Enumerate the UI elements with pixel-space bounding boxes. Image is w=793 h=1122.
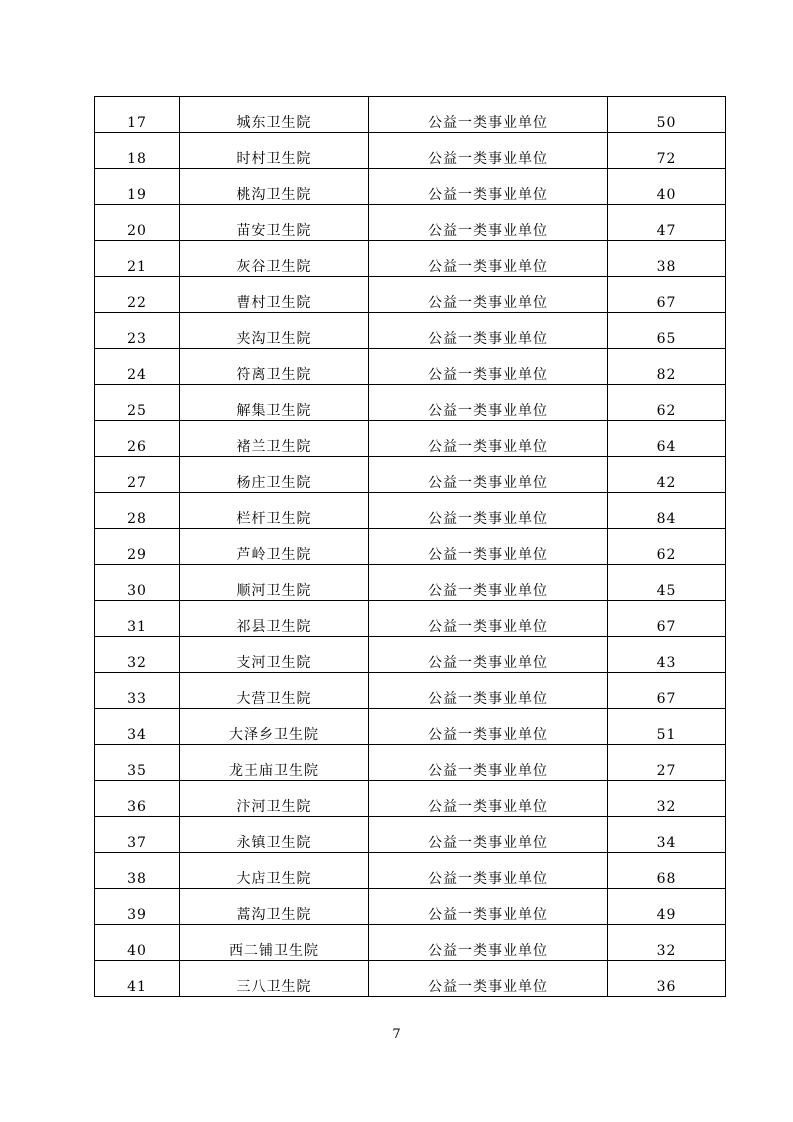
row-number-cell (95, 205, 180, 241)
staff-count-text: 42 (656, 475, 677, 491)
institution-type-cell (369, 421, 608, 457)
row-number-cell (95, 313, 180, 349)
row-number-text: 40 (127, 943, 147, 959)
staff-count-cell (608, 709, 726, 745)
row-number-cell (95, 745, 180, 781)
staff-count-cell (608, 745, 726, 781)
table-row (95, 493, 726, 529)
table-row (95, 673, 726, 709)
row-number-cell (95, 817, 180, 853)
institution-name-cell (180, 277, 369, 313)
row-number-cell (95, 385, 180, 421)
institution-name-cell (180, 385, 369, 421)
table-row (95, 889, 726, 925)
institution-name-cell (180, 457, 369, 493)
staff-count-text: 32 (656, 943, 677, 959)
table-row (95, 385, 726, 421)
institution-type-text: 公益一类事业单位 (428, 115, 548, 131)
table-row (95, 133, 726, 169)
staff-count-cell (608, 241, 726, 277)
institution-name-text: 祁县卫生院 (236, 619, 312, 635)
row-number-text: 38 (127, 871, 147, 887)
institution-name-text: 汴河卫生院 (236, 799, 312, 815)
row-number-cell (95, 457, 180, 493)
institution-name-text: 苗安卫生院 (236, 223, 312, 239)
page-number: 7 (392, 1027, 401, 1042)
row-number-text: 23 (127, 331, 147, 347)
row-number-text: 35 (127, 763, 147, 779)
institution-name-text: 城东卫生院 (236, 115, 312, 131)
staff-count-text: 43 (656, 655, 677, 671)
row-number-text: 28 (127, 511, 147, 527)
staff-count-text: 72 (656, 151, 677, 167)
row-number-text: 18 (127, 151, 147, 167)
staff-count-text: 49 (656, 907, 677, 923)
table-row (95, 205, 726, 241)
staff-count-text: 32 (656, 799, 677, 815)
table-row (95, 313, 726, 349)
institution-name-cell (180, 601, 369, 637)
institution-name-cell (180, 133, 369, 169)
row-number-text: 39 (127, 907, 147, 923)
institution-type-cell (369, 241, 608, 277)
row-number-cell (95, 565, 180, 601)
staff-count-text: 45 (656, 583, 677, 599)
institution-type-text: 公益一类事业单位 (428, 151, 548, 167)
staff-count-cell (608, 421, 726, 457)
institution-type-text: 公益一类事业单位 (428, 475, 548, 491)
institution-type-text: 公益一类事业单位 (428, 763, 548, 779)
institution-name-cell (180, 529, 369, 565)
institution-type-cell (369, 817, 608, 853)
institution-name-cell (180, 169, 369, 205)
institution-type-text: 公益一类事业单位 (428, 403, 548, 419)
row-number-text: 26 (127, 439, 147, 455)
institution-type-cell (369, 529, 608, 565)
staff-count-cell (608, 637, 726, 673)
institution-name-text: 符离卫生院 (236, 367, 312, 383)
table-row (95, 637, 726, 673)
institution-type-cell (369, 853, 608, 889)
row-number-text: 36 (127, 799, 147, 815)
table-row (95, 709, 726, 745)
staff-count-cell (608, 817, 726, 853)
institution-name-cell (180, 673, 369, 709)
institution-name-cell (180, 745, 369, 781)
table-row (95, 421, 726, 457)
row-number-text: 20 (127, 223, 147, 239)
institution-name-text: 大营卫生院 (236, 691, 312, 707)
staff-count-cell (608, 277, 726, 313)
institution-type-cell (369, 889, 608, 925)
institution-type-text: 公益一类事业单位 (428, 619, 548, 635)
staff-count-text: 51 (656, 727, 677, 743)
row-number-cell (95, 529, 180, 565)
table-row (95, 961, 726, 997)
row-number-text: 25 (127, 403, 147, 419)
institution-name-text: 大店卫生院 (236, 871, 312, 887)
row-number-cell (95, 709, 180, 745)
institution-name-text: 永镇卫生院 (236, 835, 312, 851)
staff-count-cell (608, 961, 726, 997)
institution-type-text: 公益一类事业单位 (428, 835, 548, 851)
staff-count-cell (608, 925, 726, 961)
institution-type-cell (369, 961, 608, 997)
institution-name-text: 支河卫生院 (236, 655, 312, 671)
institution-name-text: 芦岭卫生院 (236, 547, 312, 563)
staff-count-cell (608, 313, 726, 349)
staff-count-cell (608, 205, 726, 241)
staff-count-cell (608, 565, 726, 601)
staff-count-cell (608, 133, 726, 169)
institution-table-body (95, 97, 726, 997)
row-number-text: 19 (127, 187, 147, 203)
table-row (95, 241, 726, 277)
row-number-cell (95, 169, 180, 205)
institution-name-text: 褚兰卫生院 (236, 439, 312, 455)
institution-name-cell (180, 637, 369, 673)
table-row (95, 565, 726, 601)
institution-name-cell (180, 493, 369, 529)
institution-name-cell (180, 241, 369, 277)
institution-name-text: 时村卫生院 (236, 151, 312, 167)
staff-count-text: 64 (656, 439, 677, 455)
institution-name-cell (180, 925, 369, 961)
row-number-cell (95, 853, 180, 889)
institution-type-cell (369, 169, 608, 205)
row-number-cell (95, 889, 180, 925)
staff-count-text: 34 (656, 835, 677, 851)
row-number-text: 37 (127, 835, 147, 851)
table-row (95, 97, 726, 133)
staff-count-text: 40 (656, 187, 677, 203)
institution-type-text: 公益一类事业单位 (428, 979, 548, 995)
institution-type-cell (369, 385, 608, 421)
table-row (95, 781, 726, 817)
institution-name-text: 解集卫生院 (236, 403, 312, 419)
staff-count-text: 67 (656, 619, 677, 635)
institution-name-text: 桃沟卫生院 (236, 187, 312, 203)
institution-type-text: 公益一类事业单位 (428, 547, 548, 563)
staff-count-cell (608, 673, 726, 709)
staff-count-cell (608, 457, 726, 493)
staff-count-cell (608, 385, 726, 421)
institution-type-text: 公益一类事业单位 (428, 331, 548, 347)
institution-type-cell (369, 601, 608, 637)
institution-type-cell (369, 925, 608, 961)
table-row (95, 745, 726, 781)
institution-type-cell (369, 133, 608, 169)
institution-table (94, 96, 726, 997)
institution-type-cell (369, 349, 608, 385)
row-number-cell (95, 349, 180, 385)
institution-name-text: 蒿沟卫生院 (236, 907, 312, 923)
institution-type-text: 公益一类事业单位 (428, 187, 548, 203)
institution-type-text: 公益一类事业单位 (428, 871, 548, 887)
table-row (95, 169, 726, 205)
row-number-cell (95, 637, 180, 673)
row-number-text: 32 (127, 655, 147, 671)
staff-count-text: 50 (656, 115, 677, 131)
row-number-cell (95, 133, 180, 169)
institution-type-text: 公益一类事业单位 (428, 583, 548, 599)
institution-type-cell (369, 565, 608, 601)
institution-name-cell (180, 313, 369, 349)
institution-name-cell (180, 853, 369, 889)
institution-type-cell (369, 745, 608, 781)
staff-count-cell (608, 853, 726, 889)
institution-type-text: 公益一类事业单位 (428, 439, 548, 455)
row-number-cell (95, 241, 180, 277)
row-number-text: 27 (127, 475, 147, 491)
institution-type-cell (369, 205, 608, 241)
institution-type-cell (369, 673, 608, 709)
institution-type-text: 公益一类事业单位 (428, 691, 548, 707)
institution-name-cell (180, 889, 369, 925)
row-number-cell (95, 961, 180, 997)
institution-name-text: 曹村卫生院 (236, 295, 312, 311)
institution-name-text: 大泽乡卫生院 (229, 727, 319, 743)
row-number-cell (95, 601, 180, 637)
staff-count-cell (608, 97, 726, 133)
institution-name-text: 杨庄卫生院 (236, 475, 312, 491)
staff-count-cell (608, 781, 726, 817)
institution-type-text: 公益一类事业单位 (428, 943, 548, 959)
table-row (95, 349, 726, 385)
institution-name-text: 顺河卫生院 (236, 583, 312, 599)
staff-count-text: 68 (656, 871, 677, 887)
institution-name-cell (180, 205, 369, 241)
staff-count-text: 82 (656, 367, 677, 383)
row-number-cell (95, 781, 180, 817)
institution-name-cell (180, 565, 369, 601)
table-row (95, 817, 726, 853)
institution-type-text: 公益一类事业单位 (428, 367, 548, 383)
staff-count-cell (608, 601, 726, 637)
institution-type-cell (369, 457, 608, 493)
staff-count-text: 27 (656, 763, 677, 779)
row-number-text: 41 (127, 979, 147, 995)
institution-type-text: 公益一类事业单位 (428, 259, 548, 275)
row-number-text: 29 (127, 547, 147, 563)
row-number-text: 21 (127, 259, 147, 275)
row-number-text: 22 (127, 295, 147, 311)
institution-type-cell (369, 781, 608, 817)
institution-name-cell (180, 817, 369, 853)
table-row (95, 529, 726, 565)
institution-type-text: 公益一类事业单位 (428, 655, 548, 671)
institution-name-text: 西二铺卫生院 (229, 943, 319, 959)
institution-type-text: 公益一类事业单位 (428, 511, 548, 527)
institution-name-text: 栏杆卫生院 (236, 511, 312, 527)
table-row (95, 277, 726, 313)
institution-name-cell (180, 709, 369, 745)
institution-type-text: 公益一类事业单位 (428, 799, 548, 815)
staff-count-cell (608, 529, 726, 565)
institution-type-text: 公益一类事业单位 (428, 223, 548, 239)
row-number-cell (95, 925, 180, 961)
row-number-cell (95, 97, 180, 133)
row-number-text: 30 (127, 583, 147, 599)
institution-name-cell (180, 97, 369, 133)
row-number-text: 24 (127, 367, 147, 383)
staff-count-cell (608, 493, 726, 529)
institution-name-cell (180, 349, 369, 385)
staff-count-text: 84 (656, 511, 677, 527)
institution-name-text: 三八卫生院 (236, 979, 312, 995)
institution-type-text: 公益一类事业单位 (428, 295, 548, 311)
institution-name-cell (180, 421, 369, 457)
institution-name-text: 夹沟卫生院 (236, 331, 312, 347)
staff-count-text: 62 (656, 403, 677, 419)
staff-count-cell (608, 169, 726, 205)
staff-count-cell (608, 349, 726, 385)
staff-count-text: 65 (656, 331, 677, 347)
row-number-text: 31 (127, 619, 147, 635)
row-number-text: 34 (127, 727, 147, 743)
institution-type-cell (369, 277, 608, 313)
table-row (95, 925, 726, 961)
institution-name-cell (180, 961, 369, 997)
institution-type-cell (369, 313, 608, 349)
institution-type-cell (369, 637, 608, 673)
staff-count-cell (608, 889, 726, 925)
staff-count-text: 62 (656, 547, 677, 563)
table-row (95, 853, 726, 889)
staff-count-text: 67 (656, 295, 677, 311)
table-row (95, 457, 726, 493)
table-row (95, 601, 726, 637)
row-number-text: 33 (127, 691, 147, 707)
institution-type-cell (369, 97, 608, 133)
row-number-cell (95, 493, 180, 529)
row-number-cell (95, 421, 180, 457)
institution-name-text: 龙王庙卫生院 (229, 763, 319, 779)
row-number-cell (95, 673, 180, 709)
institution-name-cell (180, 781, 369, 817)
staff-count-text: 38 (656, 259, 677, 275)
institution-type-cell (369, 493, 608, 529)
institution-name-text: 灰谷卫生院 (236, 259, 312, 275)
row-number-text: 17 (127, 115, 147, 131)
institution-type-cell (369, 709, 608, 745)
staff-count-text: 67 (656, 691, 677, 707)
staff-count-text: 36 (656, 979, 677, 995)
staff-count-text: 47 (656, 223, 677, 239)
row-number-cell (95, 277, 180, 313)
institution-type-text: 公益一类事业单位 (428, 907, 548, 923)
institution-type-text: 公益一类事业单位 (428, 727, 548, 743)
